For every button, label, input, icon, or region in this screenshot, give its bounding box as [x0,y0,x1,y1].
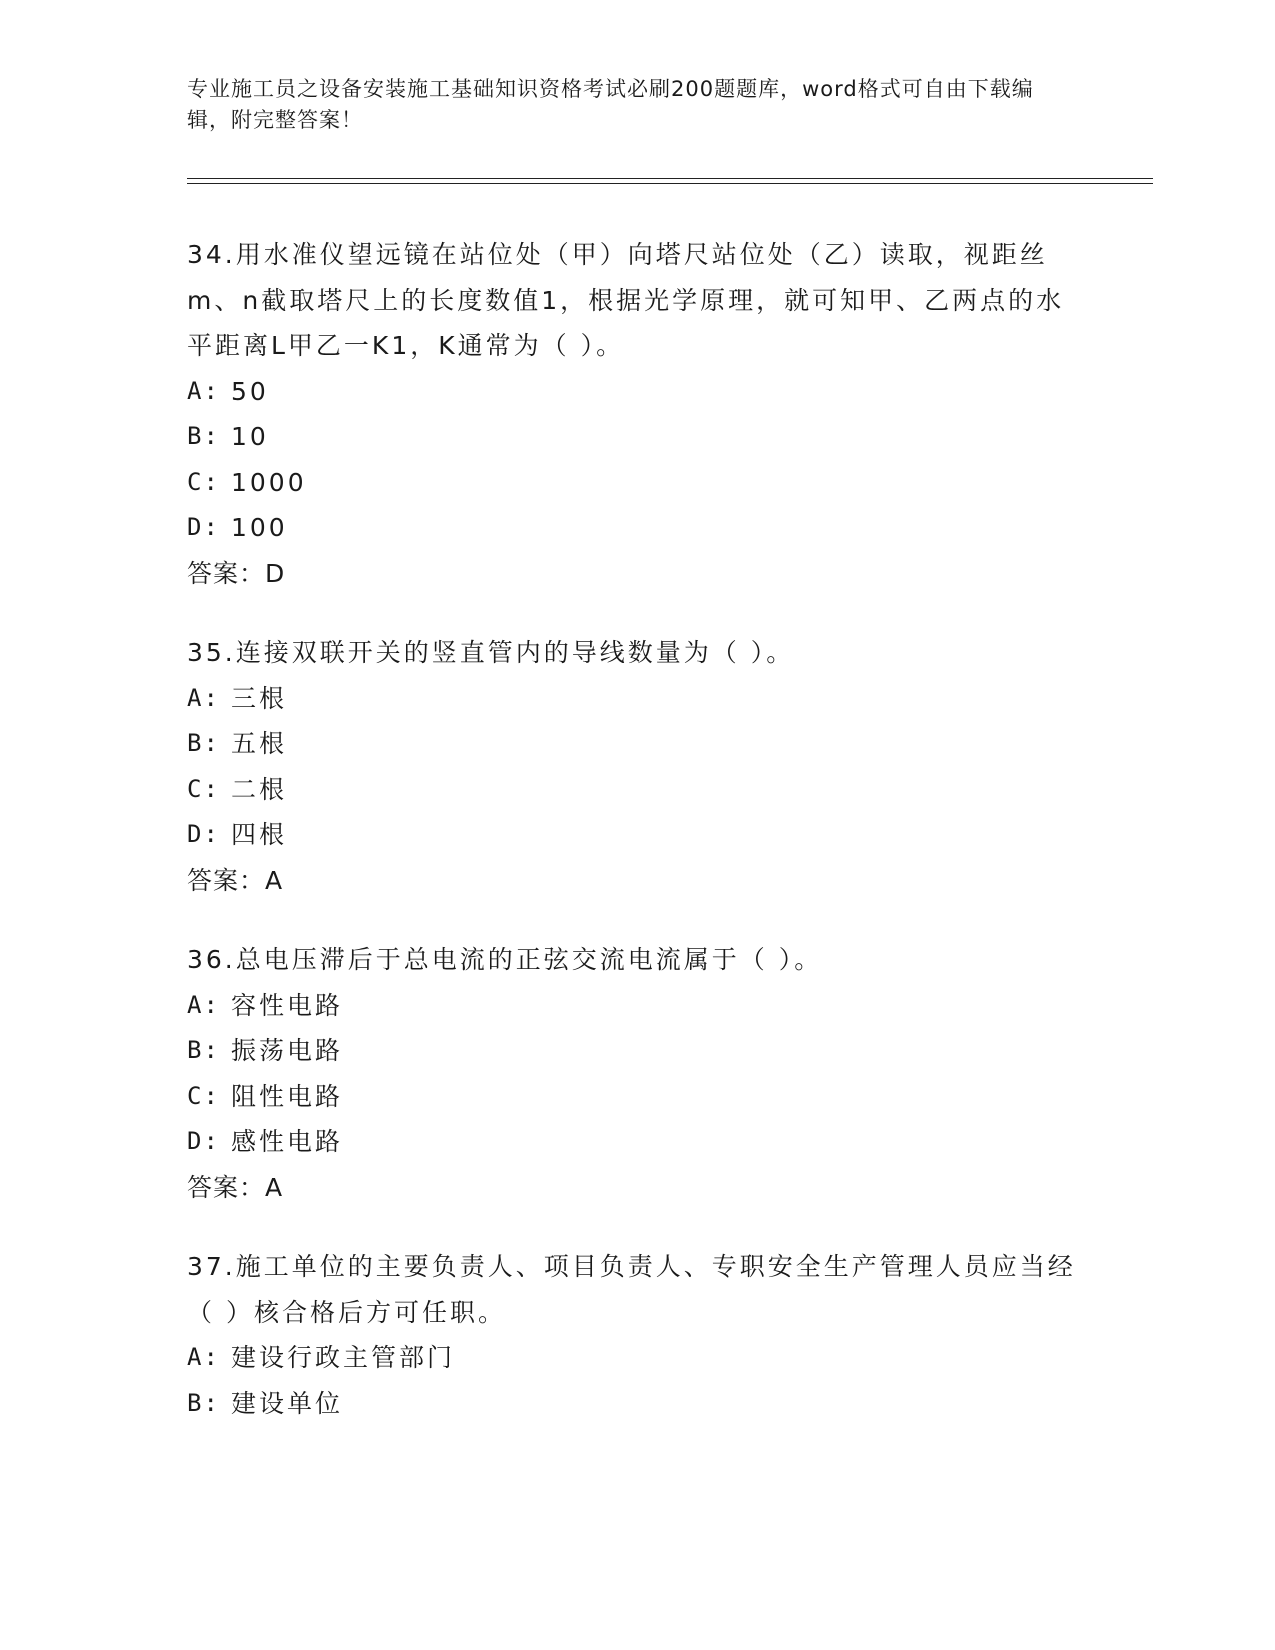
option-a [187,983,1087,1029]
option-text: 感性电路 [231,1127,344,1156]
option-d [187,505,1087,551]
question-37 [187,1244,1087,1426]
header-divider-top [187,178,1153,179]
option-c [187,460,1087,506]
question-stem: 35.连接双联开关的竖直管内的导线数量为（ ）。 [187,638,795,667]
option-text: 四根 [231,820,288,849]
option-key: A: [187,990,220,1019]
option-text: 容性电路 [231,990,344,1020]
header-divider-bottom [187,183,1153,184]
option-b [187,721,1087,767]
option-key: A: [187,1343,220,1371]
answer-line: 答案：D [187,558,286,588]
option-c [187,1074,1087,1120]
option-key: B: [187,729,220,757]
document-header: 专业施工员之设备安装施工基础知识资格考试必刷200题题库，word格式可自由下载编辑，附完整答案！ [187,77,1034,132]
option-text: 10 [231,422,269,451]
option-c [187,767,1087,813]
option-b [187,1028,1087,1074]
answer-line: 答案：A [187,1172,284,1202]
option-key: C: [187,774,220,803]
option-text: 三根 [231,683,288,713]
option-key: C: [187,1081,220,1110]
question-stem: 34.用水准仪望远镜在站位处（甲）向塔尺站位处（乙）读取，视距丝m、n截取塔尺上的长度数值1，根据光学原理，就可知甲、乙两点的水平距离L甲乙一K1，K通常为（ ）。 [187,240,1065,360]
option-a [187,369,1087,415]
option-a [187,676,1087,722]
option-text: 阻性电路 [231,1081,344,1111]
option-text: 建设单位 [231,1388,344,1418]
option-text: 建设行政主管部门 [231,1343,456,1372]
option-key: A: [187,683,220,712]
option-text: 五根 [231,729,288,758]
option-a [187,1335,1087,1381]
option-key: B: [187,1388,220,1417]
option-key: D: [187,1127,220,1155]
option-text: 二根 [231,774,288,804]
option-d [187,1119,1087,1165]
option-b [187,414,1087,460]
answer-line: 答案：A [187,865,284,895]
option-key: B: [187,1036,220,1064]
option-d [187,812,1087,858]
option-key: D: [187,513,220,541]
question-36 [187,937,1087,1210]
question-34 [187,232,1087,596]
question-35 [187,630,1087,903]
question-stem: 36.总电压滞后于总电流的正弦交流电流属于（ ）。 [187,945,823,974]
option-text: 50 [231,376,269,406]
option-b [187,1381,1087,1427]
option-key: D: [187,820,220,848]
question-list [187,232,1087,1460]
option-text: 100 [231,513,288,542]
option-key: C: [187,467,220,496]
option-key: A: [187,376,220,405]
question-stem: 37.施工单位的主要负责人、项目负责人、专职安全生产管理人员应当经（ ）核合格后方可任职。 [187,1252,1076,1327]
option-text: 1000 [231,467,307,497]
option-key: B: [187,422,220,450]
option-text: 振荡电路 [231,1036,344,1065]
